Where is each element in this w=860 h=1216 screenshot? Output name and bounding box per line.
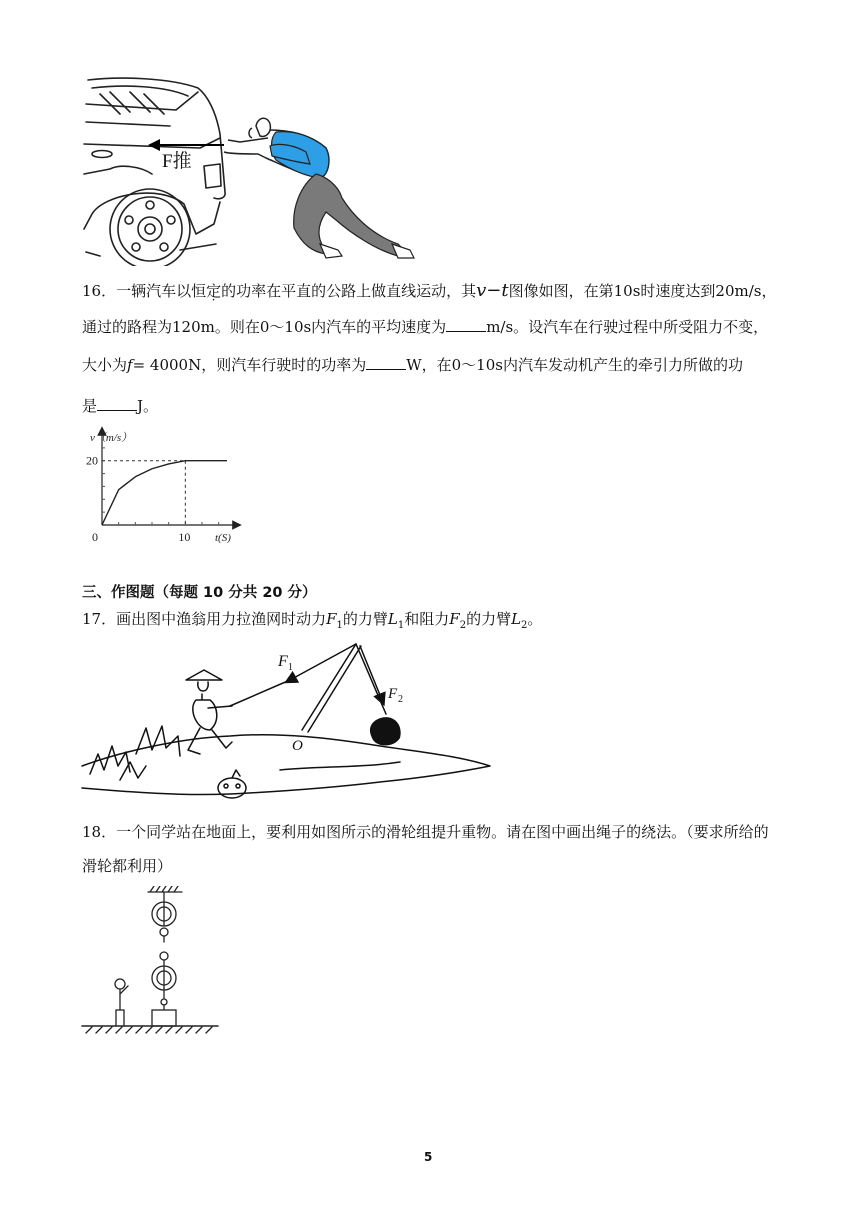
page-number: 5 [424,1150,433,1164]
emphasized-text: 恒定的 [191,282,237,300]
section-3-heading: 三、作图题（每题 10 分共 20 分） [82,585,317,601]
push-force-label: F推 [162,151,192,172]
q16-line-1: 16．一辆汽车以恒定的功率在平直的公路上做直线运动，其v−t图像如图，在第10s时速度达到20m/s， [82,280,777,301]
q16-line-4: 是 J。 [82,397,159,415]
q17-text: 17．画出图中渔翁用力拉渔网时动力$F_1$的力臂$L_1$和阻力$F_2$的力臂$L_2$。 [82,610,543,631]
y-axis-label: v（m/s） [90,432,133,444]
answer-blank-1[interactable] [446,317,486,332]
svg-text:2: 2 [398,694,403,705]
x-tick-label: 10 [178,530,191,544]
answer-blank-2[interactable] [366,355,406,370]
q16-line-3: 大小为f= 4000N，则汽车行驶时的功率为 W，在0～10s内汽车发动机产生的牵引力所做的功 [82,356,743,374]
x-axis-label: t(S) [215,532,231,544]
q18-line-2: 滑轮都利用） [82,857,173,875]
q16-line-2: 通过的路程为120m。则在0～10s内汽车的平均速度为 m/s。设汽车在行驶过程中所受阻力不变， [82,318,769,336]
car-push-figure [80,74,415,266]
vt-symbol: v−t [476,280,509,301]
vt-chart [80,425,250,550]
label-O: O [292,738,303,754]
q18-line-1: 18．一个同学站在地面上，要利用如图所示的滑轮组提升重物。请在图中画出绳子的绕法。（要求所给的 [82,823,769,841]
label-F2: F [388,686,398,702]
x-tick-label: 0 [92,530,98,544]
fisherman-figure [80,642,494,810]
svg-text:1: 1 [288,662,293,673]
pulley-figure [80,886,220,1034]
label-F1: F [278,653,288,670]
answer-blank-3[interactable] [97,396,137,411]
y-tick-label: 20 [86,453,98,468]
series-line [102,461,227,525]
